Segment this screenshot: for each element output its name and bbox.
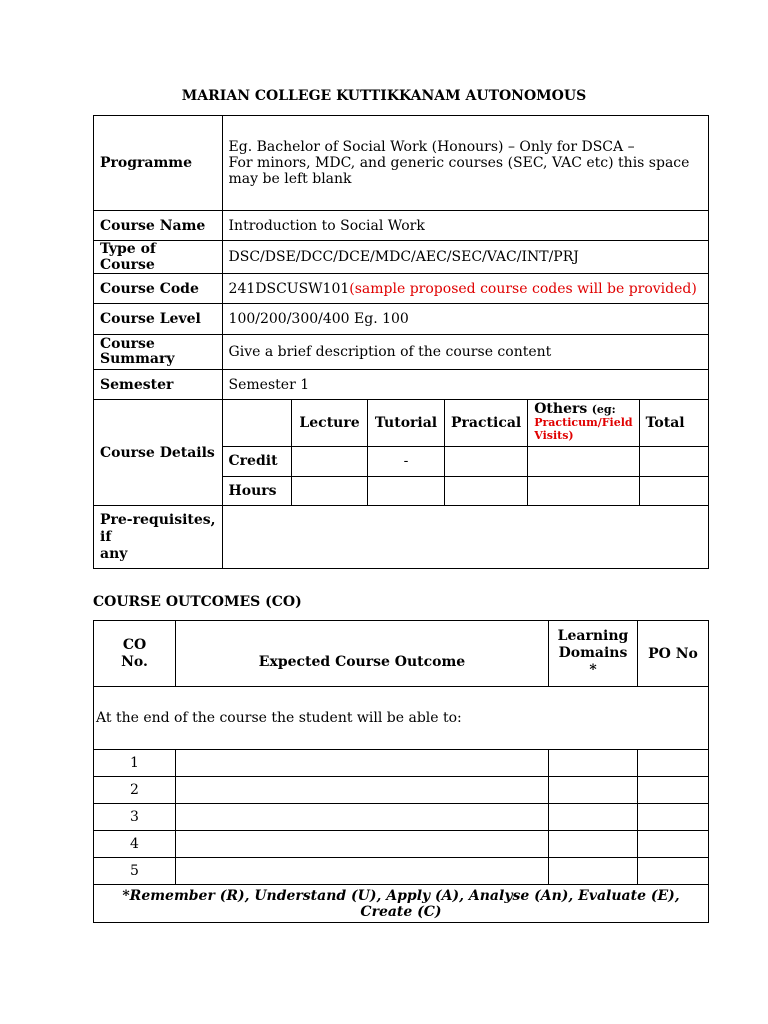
programme-value-line-2: For minors, MDC, and generic courses (SEC, VAC etc) this space may be left blank — [228, 155, 690, 187]
learning-domains-header-line-2: Domains — [558, 645, 628, 661]
course-summary-label-line-1: Course — [100, 336, 155, 352]
course-name-value: Introduction to Social Work — [222, 211, 708, 241]
co-row-po — [638, 858, 709, 885]
co-row-domain — [549, 804, 638, 831]
co-row-outcome — [176, 777, 549, 804]
course-summary-label — [94, 335, 223, 370]
co-row-po — [638, 804, 709, 831]
prerequisites-label-line-3: any — [100, 545, 128, 562]
credit-others — [528, 446, 639, 476]
course-summary-label-line-2: Summary — [100, 351, 175, 367]
co-row-domain — [549, 777, 638, 804]
course-details-cell — [222, 400, 708, 506]
course-name-label: Course Name — [94, 211, 223, 241]
prerequisites-label-line-2: if — [100, 528, 112, 545]
course-summary-value: Give a brief description of the course content — [222, 335, 708, 370]
co-row-number: 4 — [94, 831, 176, 858]
co-row-po — [638, 750, 709, 777]
co-row-outcome — [176, 858, 549, 885]
learning-domains-header-line-3: * — [589, 662, 597, 678]
co-row-number: 3 — [94, 804, 176, 831]
prerequisites-value — [222, 506, 708, 569]
others-header-label: Others — [534, 401, 588, 418]
prerequisites-word-requisites: requisites, — [132, 511, 216, 528]
co-row-domain — [549, 831, 638, 858]
credit-practical — [445, 446, 528, 476]
page-title: MARIAN COLLEGE KUTTIKKANAM AUTONOMOUS — [181, 88, 587, 104]
co-row-domain — [549, 858, 638, 885]
course-details-table — [223, 400, 708, 505]
course-type-value: DSC/DSE/DCC/DCE/MDC/AEC/SEC/VAC/INT/PRJ — [222, 241, 708, 274]
others-header-eg: (eg: — [591, 403, 616, 417]
practical-header: Practical — [445, 400, 528, 446]
course-details-label: Course Details — [94, 400, 223, 506]
course-level-value: 100/200/300/400 Eg. 100 — [222, 304, 708, 335]
hours-label: Hours — [223, 476, 292, 505]
credit-tutorial: - — [368, 446, 445, 476]
learning-domains-header — [549, 621, 638, 687]
co-intro: At the end of the course the student will be able to: — [94, 687, 709, 750]
learning-domains-legend: *Remember (R), Understand (U), Apply (A), Analyse (An), Evaluate (E), Create (C) — [94, 885, 709, 923]
course-outcomes-heading: COURSE OUTCOMES (CO) — [93, 594, 302, 610]
programme-value-line-1: Eg. Bachelor of Social Work (Honours) – Only for DSCA – — [228, 139, 635, 155]
semester-value: Semester 1 — [222, 370, 708, 400]
others-header-note: Practicum/Field Visits) — [534, 416, 633, 443]
semester-label: Semester — [94, 370, 223, 400]
co-no-header — [94, 621, 176, 687]
co-row-number: 5 — [94, 858, 176, 885]
co-no-header-line-1: CO — [122, 636, 147, 653]
lecture-header: Lecture — [292, 400, 368, 446]
course-level-label: Course Level — [94, 304, 223, 335]
programme-label: Programme — [94, 116, 223, 211]
course-code-value — [222, 274, 708, 304]
hours-lecture — [292, 476, 368, 505]
co-row-domain — [549, 750, 638, 777]
co-row-number: 2 — [94, 777, 176, 804]
co-row-outcome — [176, 804, 549, 831]
co-row-outcome — [176, 831, 549, 858]
prerequisites-word-pre: Pre- — [100, 511, 133, 528]
course-outcomes-table — [93, 620, 709, 923]
hours-practical — [445, 476, 528, 505]
tutorial-header: Tutorial — [368, 400, 445, 446]
co-row-outcome — [176, 750, 549, 777]
programme-value — [222, 116, 708, 211]
co-no-header-line-2: No. — [121, 653, 148, 670]
credit-total — [639, 446, 708, 476]
course-code-text: 241DSCUSW101 — [228, 280, 350, 297]
co-row-po — [638, 831, 709, 858]
hours-tutorial — [368, 476, 445, 505]
course-code-label: Course Code — [94, 274, 223, 304]
co-row-po — [638, 777, 709, 804]
hours-total — [639, 476, 708, 505]
credit-lecture — [292, 446, 368, 476]
credit-label: Credit — [223, 446, 292, 476]
course-code-note: (sample proposed course codes will be provided) — [349, 280, 697, 297]
hours-others — [528, 476, 639, 505]
prerequisites-label — [94, 506, 223, 569]
learning-domains-header-line-1: Learning — [557, 628, 629, 644]
po-no-header: PO No — [638, 621, 709, 687]
total-header: Total — [639, 400, 708, 446]
others-header — [528, 400, 639, 446]
co-row-number: 1 — [94, 750, 176, 777]
course-type-label: Type of Course — [94, 241, 223, 274]
course-info-table — [93, 115, 709, 569]
expected-outcome-header: Expected Course Outcome — [176, 621, 549, 687]
details-corner-cell — [223, 400, 292, 446]
prerequisites-label-line-1 — [100, 512, 216, 529]
